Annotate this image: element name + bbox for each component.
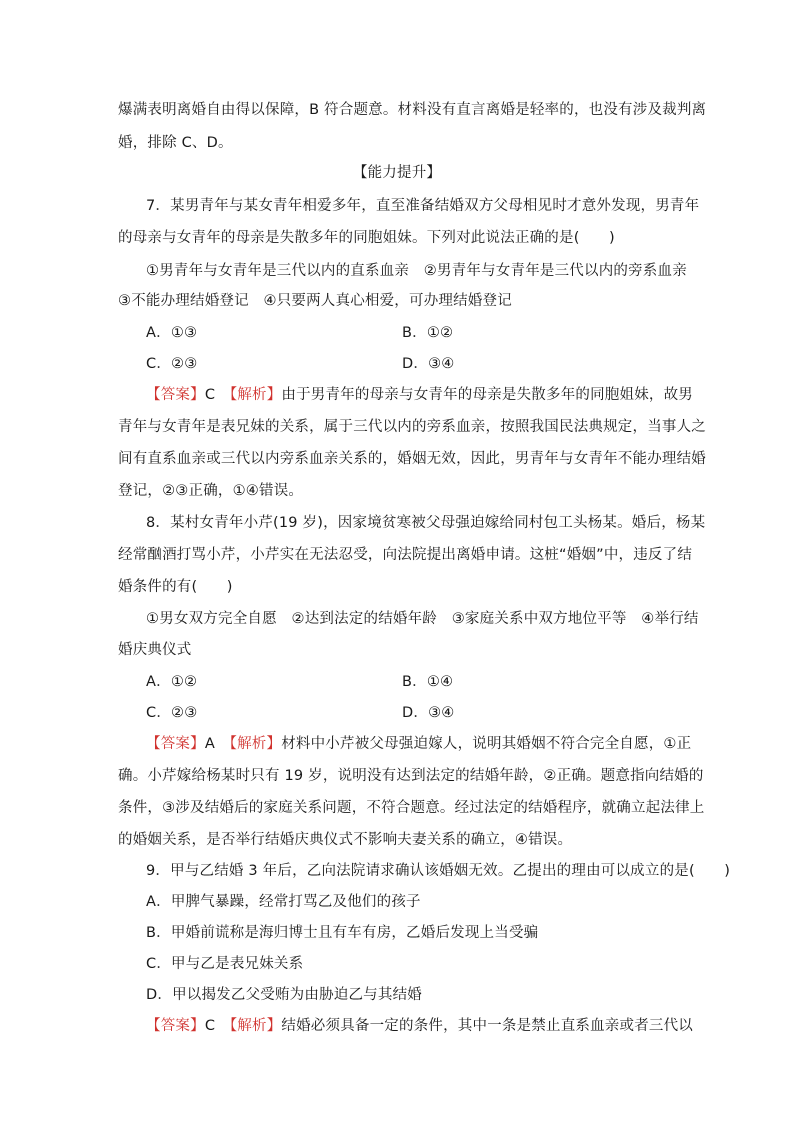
question-7-explanation: 青年与女青年是表兄妹的关系，属于三代以内的旁系血亲，按照我国民法典规定，当事人之 [118, 419, 706, 435]
continued-text-line: 爆满表明离婚自由得以保障，B 符合题意。材料没有直言离婚是轻率的，也没有涉及裁判离 [118, 102, 707, 118]
question-8-option-b: B．①④ [402, 674, 454, 690]
answer-label: 【答案】 [146, 387, 205, 403]
question-9-option-b: B．甲婚前谎称是海归博士且有车有房，乙婚后发现上当受骗 [146, 925, 539, 941]
answer-value: C [204, 387, 230, 403]
question-8-stem: 婚条件的有( ) [118, 579, 233, 595]
question-8-statement: ①男女双方完全自愿 ②达到法定的结婚年龄 ③家庭关系中双方地位平等 ④举行结 [146, 611, 699, 627]
answer-label: 【答案】 [146, 736, 205, 752]
question-8-option-c: C．②③ [146, 705, 198, 721]
explanation-label: 【解析】 [229, 1018, 282, 1034]
question-8-explanation: 的婚姻关系，是否举行结婚庆典仪式不影响夫妻关系的确立，④错误。 [118, 832, 573, 848]
explanation-text: 结婚必须具备一定的条件，其中一条是禁止直系血亲或者三代以 [281, 1018, 694, 1034]
question-9-answer [146, 1016, 693, 1036]
question-8-stem: 经常酗酒打骂小芹，小芹实在无法忍受，向法院提出离婚申请。这桩“婚姻”中，违反了结 [118, 547, 693, 563]
question-7-statement: ③不能办理结婚登记 ④只要两人真心相爱，可办理结婚登记 [118, 293, 512, 309]
question-8-stem: 8．某村女青年小芹(19 岁)，因家境贫寒被父母强迫嫁给同村包工头杨某。婚后，杨某 [146, 515, 706, 531]
question-8-explanation: 确。小芹嫁给杨某时只有 19 岁，说明没有达到法定的结婚年龄，②正确。题意指向结婚的 [118, 768, 704, 784]
question-8-option-d: D．③④ [402, 705, 455, 721]
answer-value: C [204, 1018, 230, 1034]
question-7-answer [146, 385, 693, 405]
question-9-option-c: C．甲与乙是表兄妹关系 [146, 956, 304, 972]
question-7-option-d: D．③④ [402, 356, 455, 372]
explanation-text: 由于男青年的母亲与女青年的母亲是失散多年的同胞姐妹，故男 [281, 387, 694, 403]
question-8-option-a: A．①② [146, 674, 198, 690]
section-title: 【能力提升】 [352, 165, 442, 181]
question-7-option-b: B．①② [402, 325, 454, 341]
question-7-explanation: 登记，②③正确，①④错误。 [118, 483, 304, 499]
explanation-label: 【解析】 [229, 387, 282, 403]
question-7-option-a: A．①③ [146, 325, 198, 341]
question-7-option-c: C．②③ [146, 356, 198, 372]
question-8-statement: 婚庆典仪式 [118, 642, 192, 658]
answer-label: 【答案】 [146, 1018, 205, 1034]
question-7-stem: 的母亲与女青年的母亲是失散多年的同胞姐妹。下列对此说法正确的是( ) [118, 230, 615, 246]
question-8-answer [146, 734, 691, 754]
explanation-label: 【解析】 [229, 736, 282, 752]
question-9-option-d: D．甲以揭发乙父受贿为由胁迫乙与其结婚 [146, 987, 422, 1003]
continued-text-line: 婚，排除 C、D。 [118, 135, 233, 151]
question-7-explanation: 间有直系血亲或三代以内旁系血亲关系的，婚姻无效，因此，男青年与女青年不能办理结婚 [118, 451, 706, 467]
answer-value: A [204, 736, 230, 752]
question-8-explanation: 条件，③涉及结婚后的家庭关系问题，不符合题意。经过法定的结婚程序，就确立起法律上 [118, 800, 705, 816]
question-7-statement: ①男青年与女青年是三代以内的直系血亲 ②男青年与女青年是三代以内的旁系血亲 [146, 263, 687, 279]
explanation-text: 材料中小芹被父母强迫嫁人，说明其婚姻不符合完全自愿，①正 [281, 736, 692, 752]
question-9-option-a: A．甲脾气暴躁，经常打骂乙及他们的孩子 [146, 894, 421, 910]
question-7-stem: 7．某男青年与某女青年相爱多年，直至准备结婚双方父母相见时才意外发现，男青年 [146, 198, 700, 214]
question-9-stem: 9．甲与乙结婚 3 年后，乙向法院请求确认该婚姻无效。乙提出的理由可以成立的是( ) [146, 863, 731, 879]
